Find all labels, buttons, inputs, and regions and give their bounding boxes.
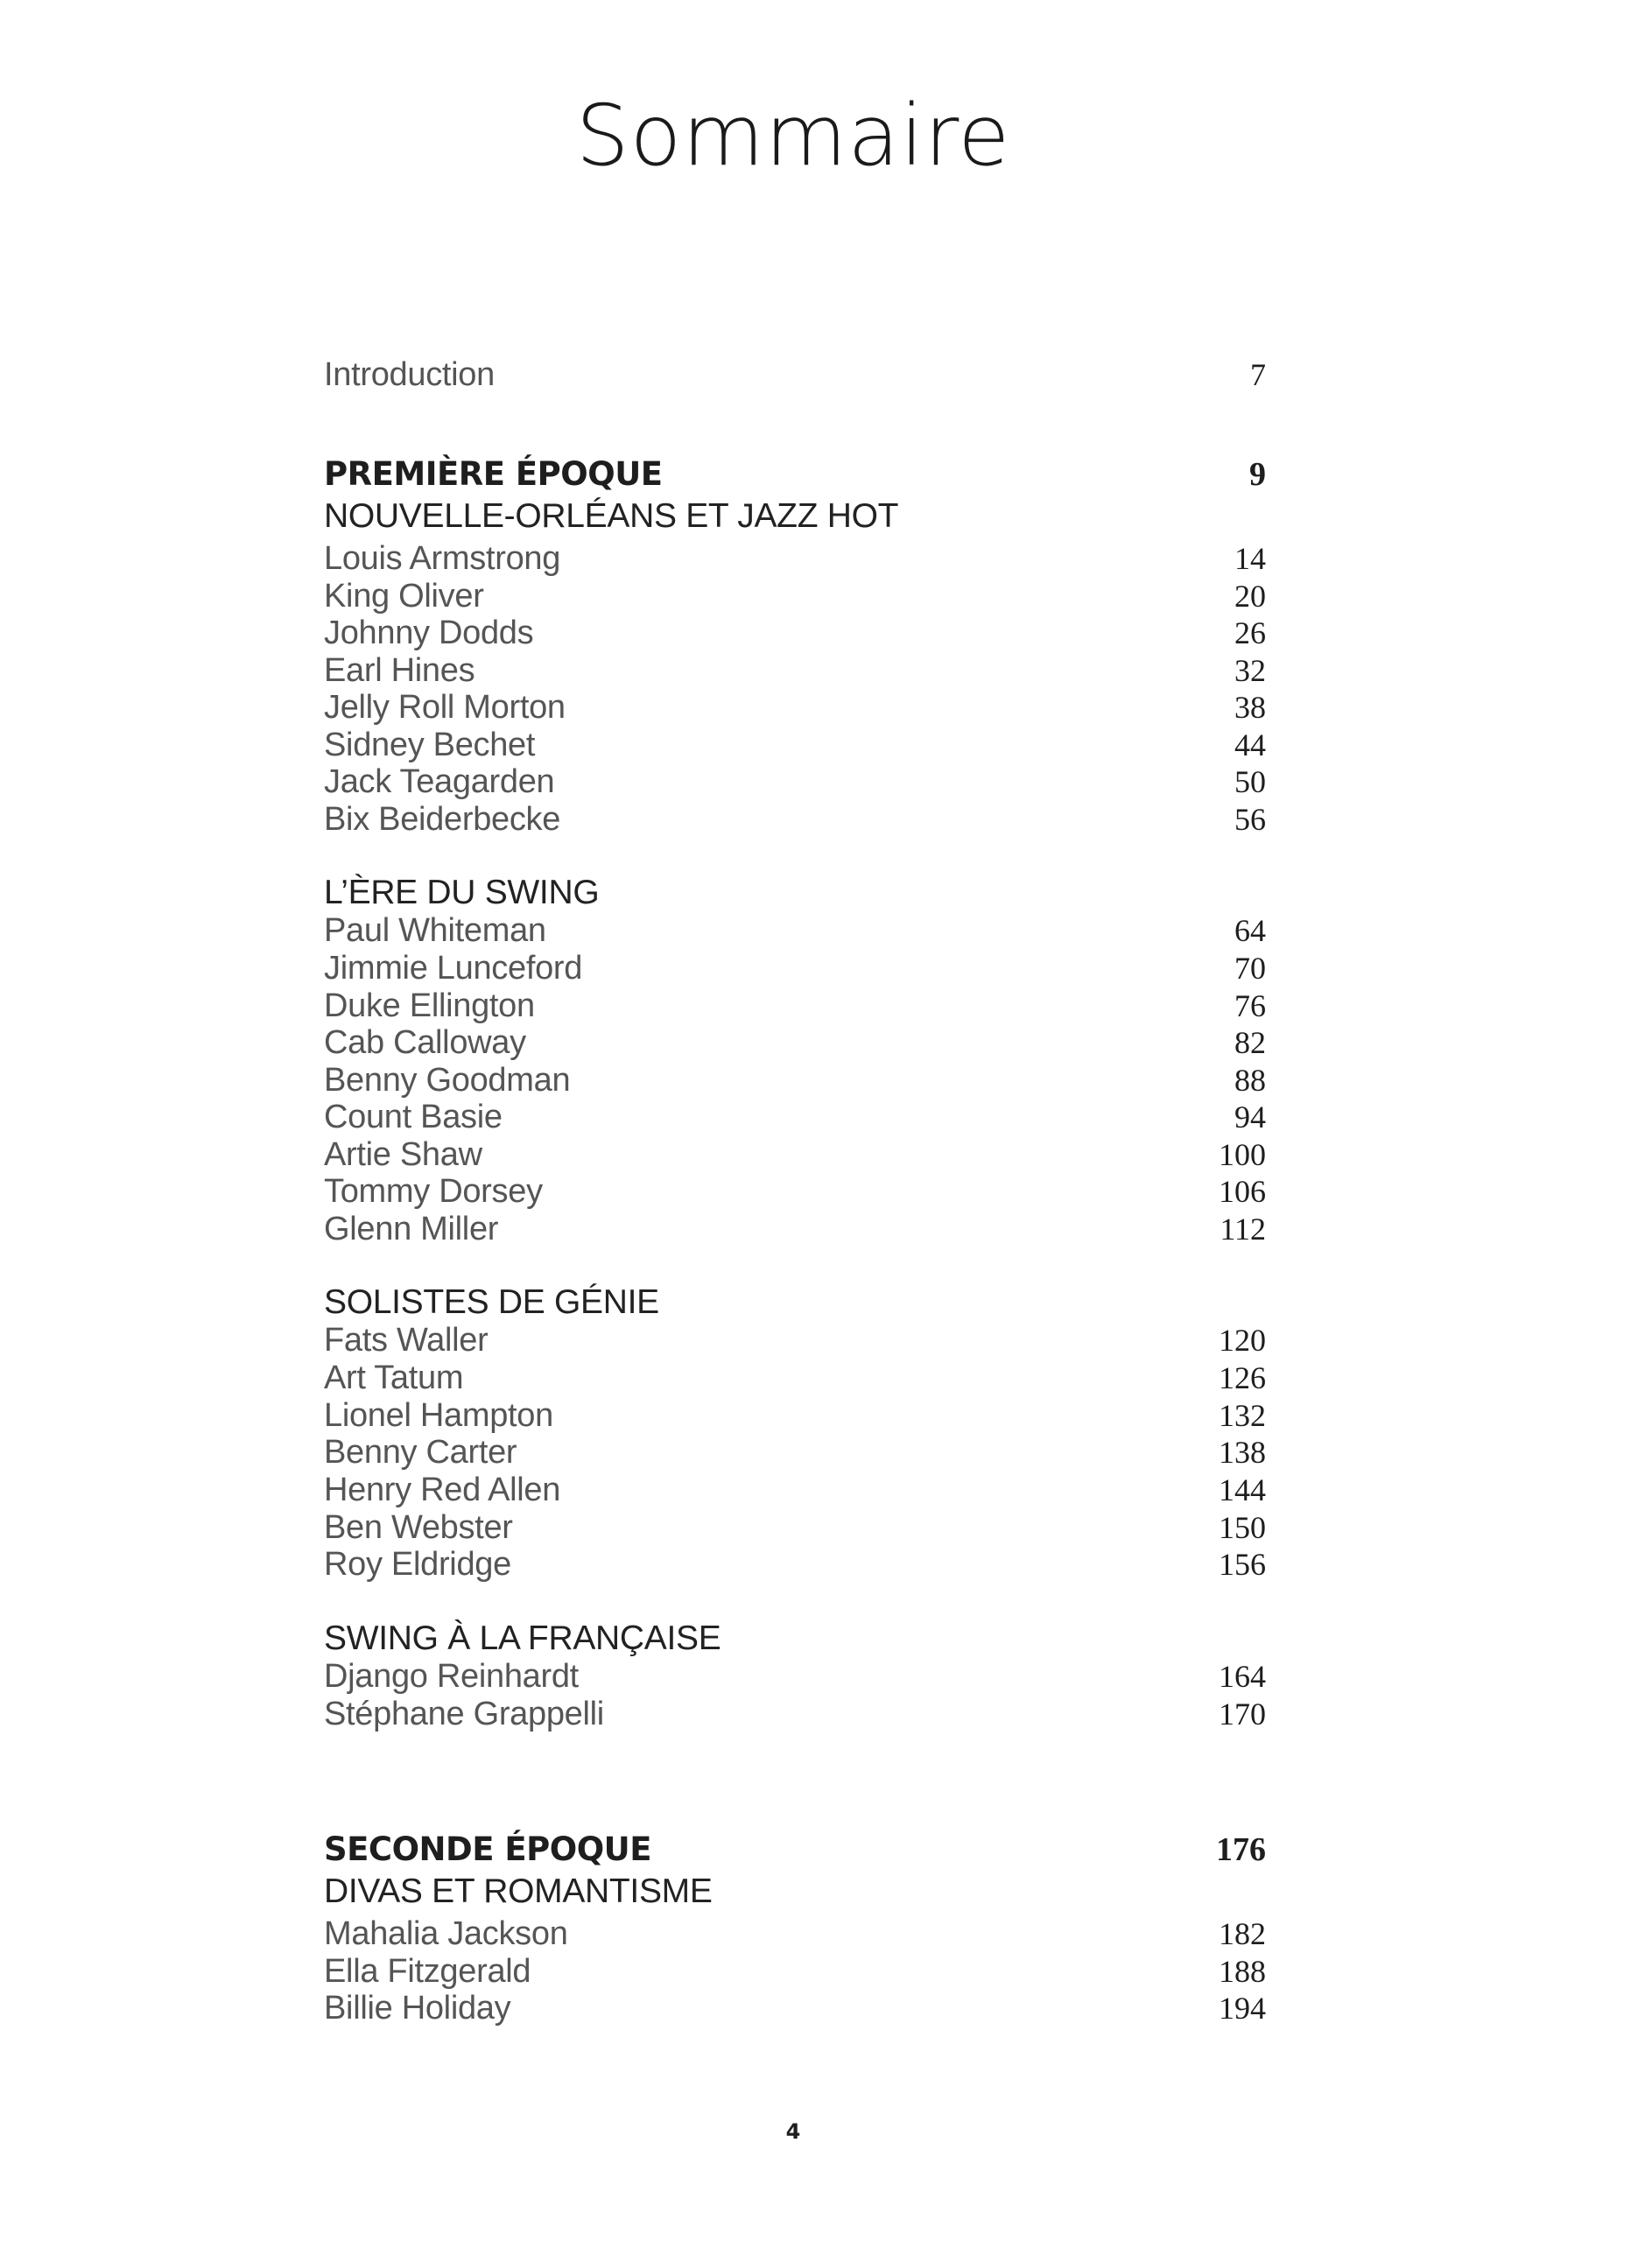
toc-entry-name: Earl Hines [324, 652, 475, 689]
epoch-title: SECONDE ÉPOQUE [324, 1830, 651, 1868]
toc-entry[interactable] [324, 762, 1266, 801]
toc-entry-page: 144 [1219, 1472, 1266, 1507]
toc-entry[interactable] [324, 1023, 1266, 1062]
toc-entry[interactable] [324, 1396, 1266, 1435]
toc-entry-name: Artie Shaw [324, 1136, 482, 1173]
toc-entry-name: Introduction [324, 356, 495, 393]
toc-entry-name: Cab Calloway [324, 1024, 526, 1061]
section-heading: SWING À LA FRANÇAISE [324, 1619, 721, 1657]
toc-entry[interactable] [324, 577, 1266, 615]
toc-entry-page: 170 [1219, 1697, 1266, 1732]
toc-entry-name: Ben Webster [324, 1509, 513, 1546]
toc-entry[interactable] [324, 726, 1266, 764]
section-heading: L’ÈRE DU SWING [324, 874, 600, 911]
toc-entry[interactable] [324, 1989, 1266, 2027]
toc-entry[interactable] [324, 1172, 1266, 1211]
toc-entry[interactable] [324, 1695, 1266, 1733]
toc-entry-page: 156 [1219, 1547, 1266, 1582]
toc-entry[interactable] [324, 1433, 1266, 1472]
toc-entry-page: 188 [1219, 1954, 1266, 1989]
toc-entry-page: 14 [1234, 541, 1266, 576]
toc-entry[interactable] [324, 1657, 1266, 1696]
epoch-title: PREMIÈRE ÉPOQUE [324, 455, 663, 493]
toc-entry[interactable] [324, 1098, 1266, 1136]
toc-entry[interactable] [324, 1914, 1266, 1953]
toc-entry[interactable] [324, 539, 1266, 578]
toc-entry-page: 70 [1234, 951, 1266, 986]
toc-entry[interactable] [324, 1545, 1266, 1584]
toc-entry[interactable] [324, 1359, 1266, 1397]
toc-entry[interactable] [324, 800, 1266, 839]
toc-entry-page: 76 [1234, 988, 1266, 1023]
toc-entry-page: 38 [1234, 690, 1266, 725]
section-heading: DIVAS ET ROMANTISME [324, 1872, 713, 1910]
toc-entry-page: 82 [1234, 1025, 1266, 1060]
toc-entry[interactable] [324, 1508, 1266, 1547]
toc-entry-page: 138 [1219, 1435, 1266, 1470]
toc-entry-name: Paul Whiteman [324, 912, 546, 949]
toc-entry[interactable] [324, 1061, 1266, 1099]
toc-entry-page: 106 [1219, 1174, 1266, 1209]
toc-entry-name: Lionel Hampton [324, 1397, 553, 1434]
toc-entry[interactable] [324, 987, 1266, 1025]
toc-entry[interactable] [324, 688, 1266, 727]
toc-entry-name: Sidney Bechet [324, 727, 536, 763]
toc-entry-name: Fats Waller [324, 1322, 489, 1359]
toc-entry-name: Louis Armstrong [324, 540, 561, 577]
toc-entry-page: 26 [1234, 615, 1266, 650]
toc-entry-name: King Oliver [324, 578, 484, 615]
toc-entry-page: 64 [1234, 913, 1266, 948]
toc-entry-page: 120 [1219, 1323, 1266, 1358]
toc-entry-page: 164 [1219, 1659, 1266, 1694]
section-heading: NOUVELLE-ORLÉANS ET JAZZ HOT [324, 497, 899, 535]
toc-entry-name: Benny Goodman [324, 1062, 571, 1099]
toc-entry-name: Mahalia Jackson [324, 1915, 568, 1952]
toc-entry[interactable] [324, 949, 1266, 987]
epoch-heading-premiere[interactable] [324, 455, 1266, 494]
toc-entry-page: 50 [1234, 764, 1266, 799]
toc-entry[interactable] [324, 1135, 1266, 1174]
toc-entry-name: Billie Holiday [324, 1990, 511, 2027]
toc-entry-name: Johnny Dodds [324, 615, 534, 651]
epoch-heading-seconde[interactable] [324, 1830, 1266, 1869]
toc-entry-page: 32 [1234, 653, 1266, 688]
toc-entry[interactable] [324, 1321, 1266, 1359]
toc-entry-name: Count Basie [324, 1099, 503, 1135]
toc-entry-name: Jack Teagarden [324, 763, 555, 800]
toc-entry-page: 132 [1219, 1398, 1266, 1433]
epoch-page: 9 [1249, 456, 1266, 493]
toc-entry[interactable] [324, 911, 1266, 950]
toc-entry-page: 20 [1234, 579, 1266, 614]
toc-entry-name: Henry Red Allen [324, 1472, 561, 1508]
toc-entry-introduction[interactable] [324, 355, 1266, 394]
toc-entry-name: Glenn Miller [324, 1211, 499, 1247]
toc-entry[interactable] [324, 1471, 1266, 1509]
toc-entry-page: 88 [1234, 1063, 1266, 1098]
toc-entry-name: Roy Eldridge [324, 1546, 511, 1583]
toc-entry-page: 194 [1219, 1991, 1266, 2026]
toc-entry-name: Duke Ellington [324, 987, 535, 1024]
toc-entry[interactable] [324, 1952, 1266, 1991]
toc-entry[interactable] [324, 1210, 1266, 1248]
toc-entry-name: Stéphane Grappelli [324, 1696, 604, 1732]
toc-entry-name: Jimmie Lunceford [324, 950, 583, 987]
toc-entry-name: Ella Fitzgerald [324, 1953, 531, 1990]
page-number: 4 [785, 2119, 801, 2144]
toc-entry-name: Tommy Dorsey [324, 1173, 543, 1210]
toc-entry[interactable] [324, 651, 1266, 690]
toc-entry-page: 150 [1219, 1510, 1266, 1545]
toc-entry-page: 56 [1234, 802, 1266, 837]
toc-entry-page: 182 [1219, 1916, 1266, 1951]
toc-entry-name: Art Tatum [324, 1359, 464, 1396]
toc-entry-page: 94 [1234, 1099, 1266, 1135]
page-title: Sommaire [575, 87, 1011, 185]
section-heading: SOLISTES DE GÉNIE [324, 1283, 659, 1321]
toc-entry-page: 100 [1219, 1137, 1266, 1172]
toc-entry-page: 126 [1219, 1360, 1266, 1395]
toc-entry-name: Jelly Roll Morton [324, 689, 566, 726]
toc-entry-page: 7 [1250, 357, 1266, 392]
toc-entry-name: Django Reinhardt [324, 1658, 579, 1695]
toc-entry-name: Benny Carter [324, 1434, 517, 1471]
epoch-page: 176 [1216, 1831, 1266, 1868]
toc-entry-name: Bix Beiderbecke [324, 801, 561, 838]
toc-entry-page: 44 [1234, 727, 1266, 762]
toc-entry-page: 112 [1220, 1212, 1266, 1247]
toc-entry[interactable] [324, 614, 1266, 652]
